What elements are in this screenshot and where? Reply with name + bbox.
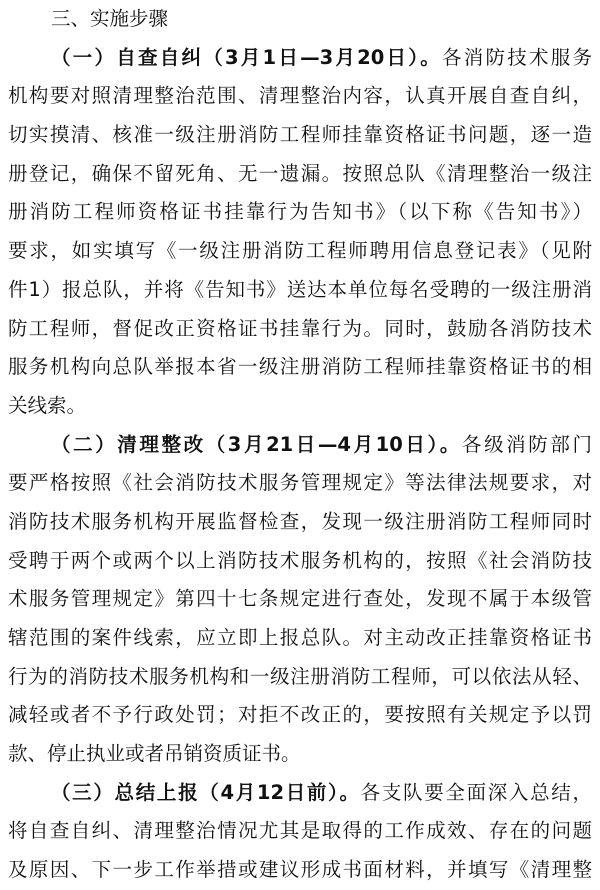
body-text: 各消防技术服务 <box>442 45 592 69</box>
paragraph-line <box>8 271 592 310</box>
body-text: 册登记，确保不留死角、无一遗漏。按照总队《清理整治一级注 <box>8 161 592 185</box>
body-text: 要严格按照《社会消防技术服务管理规定》等法律法规要求，对 <box>8 471 592 495</box>
paragraph-line <box>8 387 592 426</box>
paragraph-line <box>8 619 592 658</box>
step-heading: （三）总结上报（4月12日前）。 <box>51 780 361 804</box>
step-heading: （二）清理整改（3月21日—4月10日）。 <box>51 432 462 456</box>
body-text: 减轻或者不予行政处罚；对拒不改正的，要按照有关规定予以罚 <box>8 703 592 727</box>
paragraph-heading-line <box>8 426 592 465</box>
body-text: 切实摸清、核准一级注册消防工程师挂靠资格证书问题，逐一造 <box>8 123 592 147</box>
body-text: 要求，如实填写《一级注册消防工程师聘用信息登记表》（见附 <box>8 239 592 263</box>
paragraph-line <box>8 812 592 851</box>
paragraph-line <box>8 696 592 735</box>
body-text: 行为的消防技术服务机构和一级注册消防工程师，可以依法从轻、 <box>8 664 592 688</box>
body-text: 术服务管理规定》第四十七条规定进行查处，发现不属于本级管 <box>8 587 592 611</box>
body-text: 关线索。 <box>8 393 87 417</box>
paragraph-line <box>8 580 592 619</box>
paragraph-heading-line <box>8 774 592 813</box>
paragraph-line <box>8 735 592 774</box>
paragraph-line <box>8 116 592 155</box>
paragraph-line <box>8 155 592 194</box>
body-text: 防工程师，督促改正资格证书挂靠行为。同时，鼓励各消防技术 <box>8 316 592 340</box>
body-text: 册消防工程师资格证书挂靠行为告知书》（以下称《告知书》） <box>8 200 592 224</box>
paragraph-line <box>8 232 592 271</box>
body-text: 消防技术服务机构开展监督检查，发现一级注册消防工程师同时 <box>8 509 592 533</box>
body-text: 各支队要全面深入总结， <box>360 780 592 804</box>
paragraph-line <box>8 310 592 349</box>
body-text: 辖范围的案件线索，应立即上报总队。对主动改正挂靠资格证书 <box>8 626 592 649</box>
paragraph-heading-line <box>8 39 592 78</box>
paragraph-line <box>8 658 592 697</box>
paragraph-line <box>8 193 592 232</box>
paragraph-line <box>8 77 592 116</box>
body-text: 受聘于两个或两个以上消防技术服务机构的，按照《社会消防技 <box>8 548 592 572</box>
body-text: 件1）报总队，并将《告知书》送达本单位每名受聘的一级注册消 <box>8 277 592 301</box>
body-text: 将自查自纠、清理整治情况尤其是取得的工作成效、存在的问题 <box>8 819 592 843</box>
paragraph-line <box>8 851 592 890</box>
body-text: 服务机构向总队举报本省一级注册消防工程师挂靠资格证书的相 <box>8 355 592 379</box>
paragraph-line <box>8 503 592 542</box>
step-heading: （一）自查自纠（3月1日—3月20日）。 <box>51 45 443 69</box>
paragraph-line <box>8 542 592 581</box>
section-title: 三、实施步骤 <box>51 7 169 30</box>
body-text: 各级消防部门 <box>461 432 592 456</box>
body-text: 机构要对照清理整治范围、清理整治内容，认真开展自查自纠， <box>8 84 592 108</box>
paragraph-line <box>8 464 592 503</box>
body-text: 及原因、下一步工作举措或建议形成书面材料，并填写《清理整 <box>8 858 592 882</box>
paragraph-line <box>8 348 592 387</box>
body-text: 款、停止执业或者吊销资质证书。 <box>8 742 301 766</box>
